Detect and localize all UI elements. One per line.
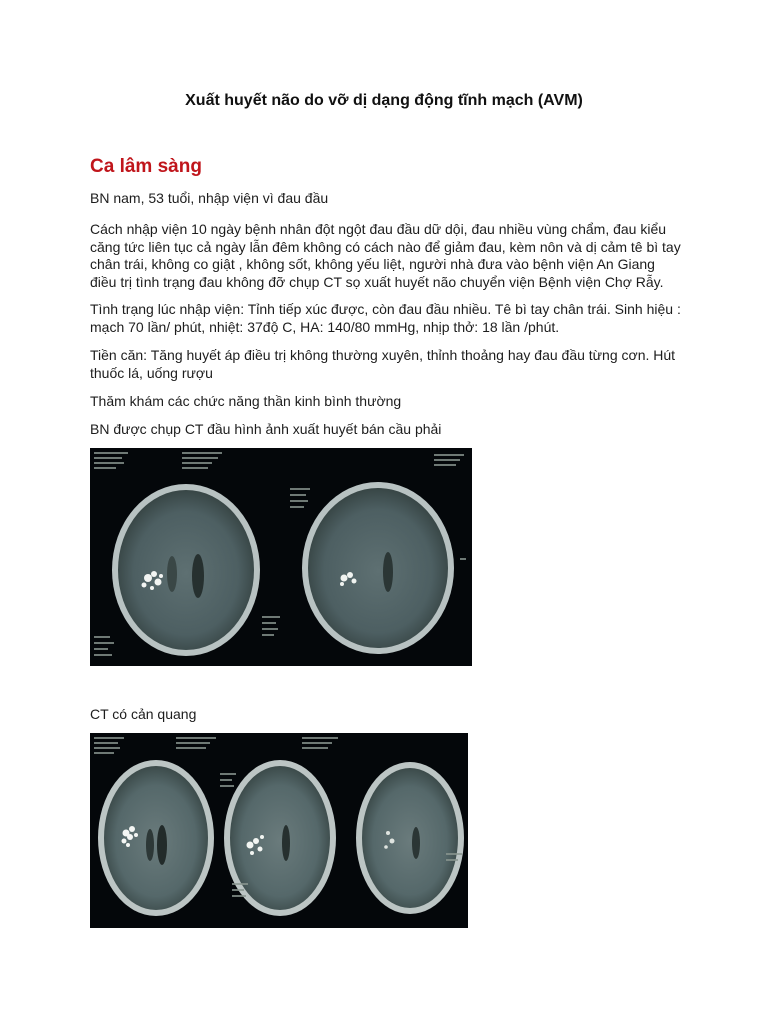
paragraph-line: BN được chụp CT đầu hình ảnh xuất huyết bán cầu phải [90,421,442,437]
paragraph-line: CT có cản quang [90,706,197,722]
axial-slice-left [112,484,260,656]
document-title: Xuất huyết não do vỡ dị dạng động tĩnh mạch (AVM) [185,92,583,109]
paragraph-line: mạch 70 lần/ phút, nhiệt: 37độ C, HA: 140/80 mmHg, nhịp thở: 18 lần /phút. [90,318,560,335]
paragraph-line: điều trị tình trạng đau không đỡ chụp CT sọ xuất huyết não chuyển viện Bệnh viện Chợ Rẫy. [90,273,664,290]
paragraph-admission [90,301,690,336]
section-heading: Ca lâm sàng [90,156,202,177]
paragraph-line: Tiền căn: Tăng huyết áp điều trị không thường xuyên, thỉnh thoảng hay đau đầu từng cơn. Hút [90,347,676,363]
paragraph-line: Thăm khám các chức năng thần kinh bình thường [90,393,402,409]
paragraph-line: chân trái, không co giật , không sốt, không yếu liệt, người nhà đưa vào bệnh viện An Giang [90,256,655,272]
paragraph-history [90,221,690,291]
paragraph-past-history [90,347,690,382]
paragraph-line: Cách nhập viện 10 ngày bệnh nhân đột ngột đau đầu dữ dội, đau nhiều vùng chẩm, đau kiểu [90,221,667,237]
axial-slice-2 [224,760,336,916]
ct-scan-image-contrast [90,733,468,928]
paragraph-line: thuốc lá, uống rượu [90,364,213,381]
paragraph-line: căng tức liên tục cả ngày lẫn đêm không có cách nào để giảm đau, kèm nôn và dị cảm tê bì tay [90,238,681,255]
axial-slice-3 [356,762,464,914]
ct-scan-figure [90,733,468,928]
ct-scan-figure [90,448,472,666]
paragraph-line: Tình trạng lúc nhập viện: Tỉnh tiếp xúc được, còn đau đầu nhiều. Tê bì tay chân trái. Sinh hiệu : [90,301,681,317]
paragraph-patient [90,190,690,208]
paragraph-line: BN nam, 53 tuổi, nhập viện vì đau đầu [90,190,329,206]
axial-slice-right [302,482,454,654]
paragraph-ct-contrast [90,706,690,724]
axial-slice-1 [98,760,214,916]
paragraph-neuro-exam [90,393,690,411]
ct-scan-image-noncontrast [90,448,472,666]
paragraph-ct-intro [90,421,690,439]
